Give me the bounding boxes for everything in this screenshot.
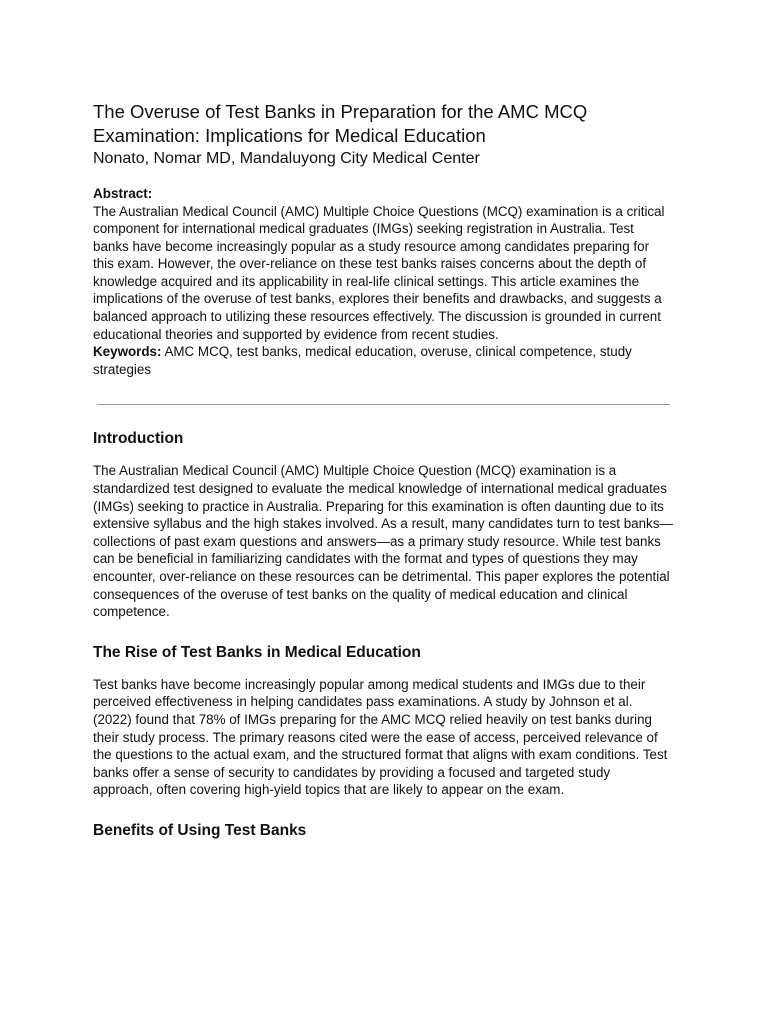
abstract-text: The Australian Medical Council (AMC) Multiple Choice Questions (MCQ) examination is a critical component for international medical graduates (IMGs) seeking registration in Australia. Test banks have become increasingly popular as a study resource among candidates preparing for this exam. However, the over-reliance on these test banks raises concerns about the depth of knowledge acquired and its applicability in real-life clinical settings. This article examines the implications of the overuse of test banks, explores their benefits and drawbacks, and suggests a balanced approach to utilizing these resources effectively. The discussion is grounded in current educational theories and supported by evidence from recent studies. [93, 203, 665, 342]
section-heading-introduction: Introduction [93, 430, 184, 448]
paper-title-line-1: The Overuse of Test Banks in Preparation for the AMC MCQ [93, 101, 588, 122]
keywords-label: Keywords: [93, 344, 162, 360]
keywords-text: AMC MCQ, test banks, medical education, overuse, clinical competence, study strategies [93, 344, 632, 377]
document-page [93, 100, 673, 854]
section-text-rise-of-test-banks: Test banks have become increasingly popular among medical students and IMGs due to their perceived effectiveness in helping candidates pass examinations. A study by Johnson et al. (2022) found that 78% of IMGs preparing for the AMC MCQ relied heavily on test banks during their study process. The primary reasons cited were the ease of access, perceived relevance of the questions to the actual exam, and the structured format that aligns with exam conditions. Test banks offer a sense of security to candidates by providing a focused and targeted study approach, often covering high-yield topics that are likely to appear on the exam. [93, 676, 668, 798]
section-heading-benefits: Benefits of Using Test Banks [93, 821, 307, 839]
abstract-label: Abstract: [93, 186, 153, 201]
author-line: Nonato, Nomar MD, Mandaluyong City Medical Center [93, 150, 480, 167]
section-heading-rise-of-test-banks: The Rise of Test Banks in Medical Education [93, 643, 421, 661]
paper-title-line-2: Examination: Implications for Medical Education [93, 125, 486, 146]
keywords [93, 343, 673, 378]
paper-title [93, 100, 673, 148]
section-divider [97, 404, 670, 405]
section-text-introduction: The Australian Medical Council (AMC) Multiple Choice Question (MCQ) examination is a standardized test designed to evaluate the medical knowledge of international medical graduates (IMGs) seeking to practice in Australia. Preparing for this examination is often daunting due to its extensive syllabus and the high stakes involved. As a result, many candidates turn to test banks—collections of past exam questions and answers—as a primary study resource. While test banks can be beneficial in familiarizing candidates with the format and types of questions they may encounter, over-reliance on these resources can be detrimental. This paper explores the potential consequences of the overuse of test banks on the quality of medical education and clinical competence. [93, 463, 673, 620]
